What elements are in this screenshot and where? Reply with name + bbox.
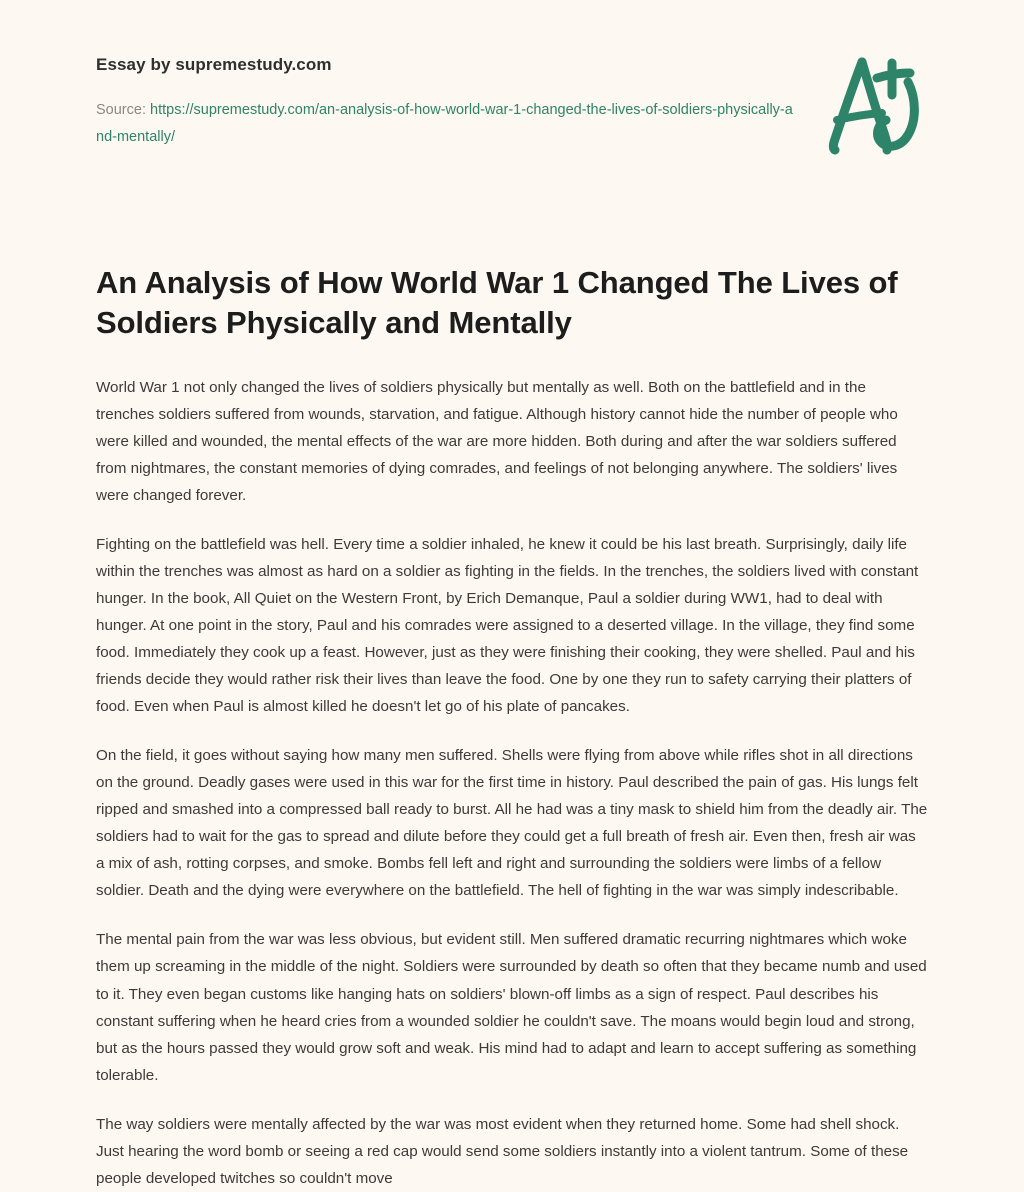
page-content bbox=[0, 263, 1024, 1192]
a-plus-logo bbox=[824, 50, 936, 165]
paragraph: On the field, it goes without saying how many men suffered. Shells were flying from above while rifles shot in all directions on the ground. Deadly gases were used in this war for the first time in history. Paul described the pain of gas. His lungs felt ripped and smashed into a compressed ball ready to burst. All he had was a tiny mask to shield him from the deadly air. The soldiers had to wait for the gas to spread and dilute before they could get a full breath of fresh air. Even then, fresh air was a mix of ash, rotting corpses, and smoke. Bombs fell left and right and surrounding the soldiers were limbs of a fellow soldier. Death and the dying were everywhere on the battlefield. The hell of fighting in the war was simply indescribable. bbox=[96, 747, 928, 900]
page-title: An Analysis of How World War 1 Changed The Lives of Soldiers Physically and Mentally bbox=[96, 265, 898, 341]
paragraph: Fighting on the battlefield was hell. Every time a soldier inhaled, he knew it could be his last breath. Surprisingly, daily life within the trenches was almost as hard on a soldier as fighting in the fields. In the trenches, the soldiers lived with constant hunger. In the book, All Quiet on the Western Front, by Erich Demanque, Paul a soldier during WW1, had to deal with hunger. At one point in the story, Paul and his comrades were assigned to a deserted village. In the village, they find some food. Immediately they cook up a feast. However, just as they were finishing their cooking, they were shelled. Paul and his friends decide they would rather risk their lives than leave the food. One by one they run to safety carrying their platters of food. Even when Paul is almost killed he doesn't let go of his plate of pancakes. bbox=[96, 535, 919, 716]
source-label: Source: bbox=[96, 102, 146, 119]
source-url-link[interactable]: https://supremestudy.com/an-analysis-of-how-world-war-1-changed-the-lives-of-soldiers-physically-and-mentally/ bbox=[96, 102, 793, 146]
source-line bbox=[96, 97, 796, 151]
essay-byline: Essay by supremestudy.com bbox=[96, 55, 332, 74]
paragraph: World War 1 not only changed the lives of soldiers physically but mentally as well. Both on the battlefield and in the trenches soldiers suffered from wounds, starvation, and fatigue. Although history cannot hide the number of people who were killed and wounded, the mental effects of the war are more hidden. Both during and after the war soldiers suffered from nightmares, the constant memories of dying comrades, and feelings of not belonging anywhere. The soldiers' lives were changed forever. bbox=[96, 378, 898, 504]
page-header bbox=[0, 0, 1024, 165]
a-plus-logo-icon bbox=[824, 50, 936, 165]
paragraph: The mental pain from the war was less obvious, but evident still. Men suffered dramatic recurring nightmares which woke them up screaming in the middle of the night. Soldiers were surrounded by death so often that they became numb and used to it. They even began customs like hanging hats on soldiers' blown-off limbs as a sign of respect. Paul describes his constant suffering when he heard cries from a wounded soldier he couldn't save. The moans would begin loud and strong, but as the hours passed they would grow soft and weak. His mind had to adapt and learn to accept suffering as something tolerable. bbox=[96, 931, 927, 1084]
essay-body bbox=[96, 374, 928, 1192]
paragraph: The way soldiers were mentally affected by the war was most evident when they returned home. Some had shell shock. Just hearing the word bomb or seeing a red cap would send some soldiers instantly into a violent tantrum. Some of these people developed twitches so couldn't move bbox=[96, 1115, 909, 1187]
